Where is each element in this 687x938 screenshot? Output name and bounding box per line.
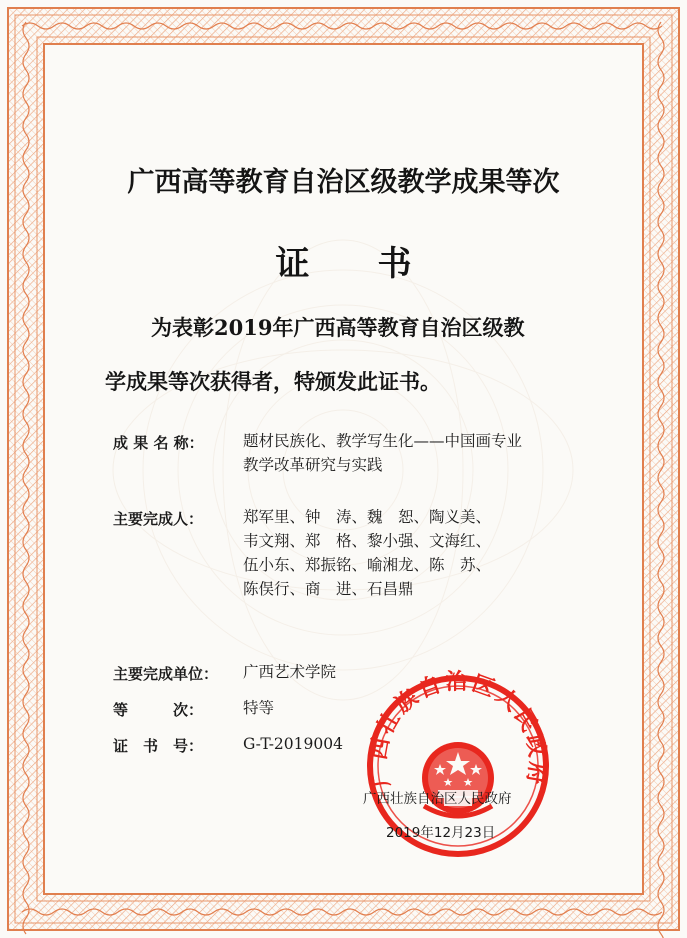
statement-line-2: 学成果等次获得者，特颁发此证书。 (105, 369, 441, 394)
institution-label: 主要完成单位： (113, 665, 219, 683)
contributors-line: 陈俣行、商 进、石昌鼎 (243, 580, 414, 598)
title-char-1: 证 (275, 244, 310, 284)
seal-text: 广西壮族自治区人民政府 (366, 670, 550, 790)
contributors-line: 郑军里、钟 涛、魏 恕、陶义美、 (243, 508, 492, 526)
contributors-label: 主要完成人： (113, 510, 204, 528)
achievement-line: 教学改革研究与实践 (243, 456, 383, 474)
statement-line-1: 为表彰2019年广西高等教育自治区级教 (151, 315, 525, 340)
issue-date: 2019年12月23日 (386, 825, 496, 841)
cert-no-value: G-T-2019004 (243, 735, 343, 753)
achievement-line: 题材民族化、教学写生化——中国画专业 (243, 432, 523, 450)
certificate-heading: 广西高等教育自治区级教学成果等次 (127, 167, 560, 198)
cert-no-label: 证 书 号： (113, 737, 204, 755)
achievement-value (243, 429, 603, 477)
grade-value: 特等 (243, 699, 275, 717)
certificate-title (0, 236, 687, 285)
grade-label: 等 次： (113, 701, 204, 719)
contributors-line: 伍小东、郑振铭、喻湘龙、陈 苏、 (243, 556, 492, 574)
issuer-name: 广西壮族自治区人民政府 (363, 791, 512, 807)
achievement-label: 成 果 名 称： (113, 434, 204, 452)
title-char-2: 书 (377, 244, 412, 284)
institution-value: 广西艺术学院 (243, 663, 337, 681)
contributors-value (243, 505, 603, 601)
contributors-line: 韦文翔、郑 格、黎小强、文海红、 (243, 532, 492, 550)
